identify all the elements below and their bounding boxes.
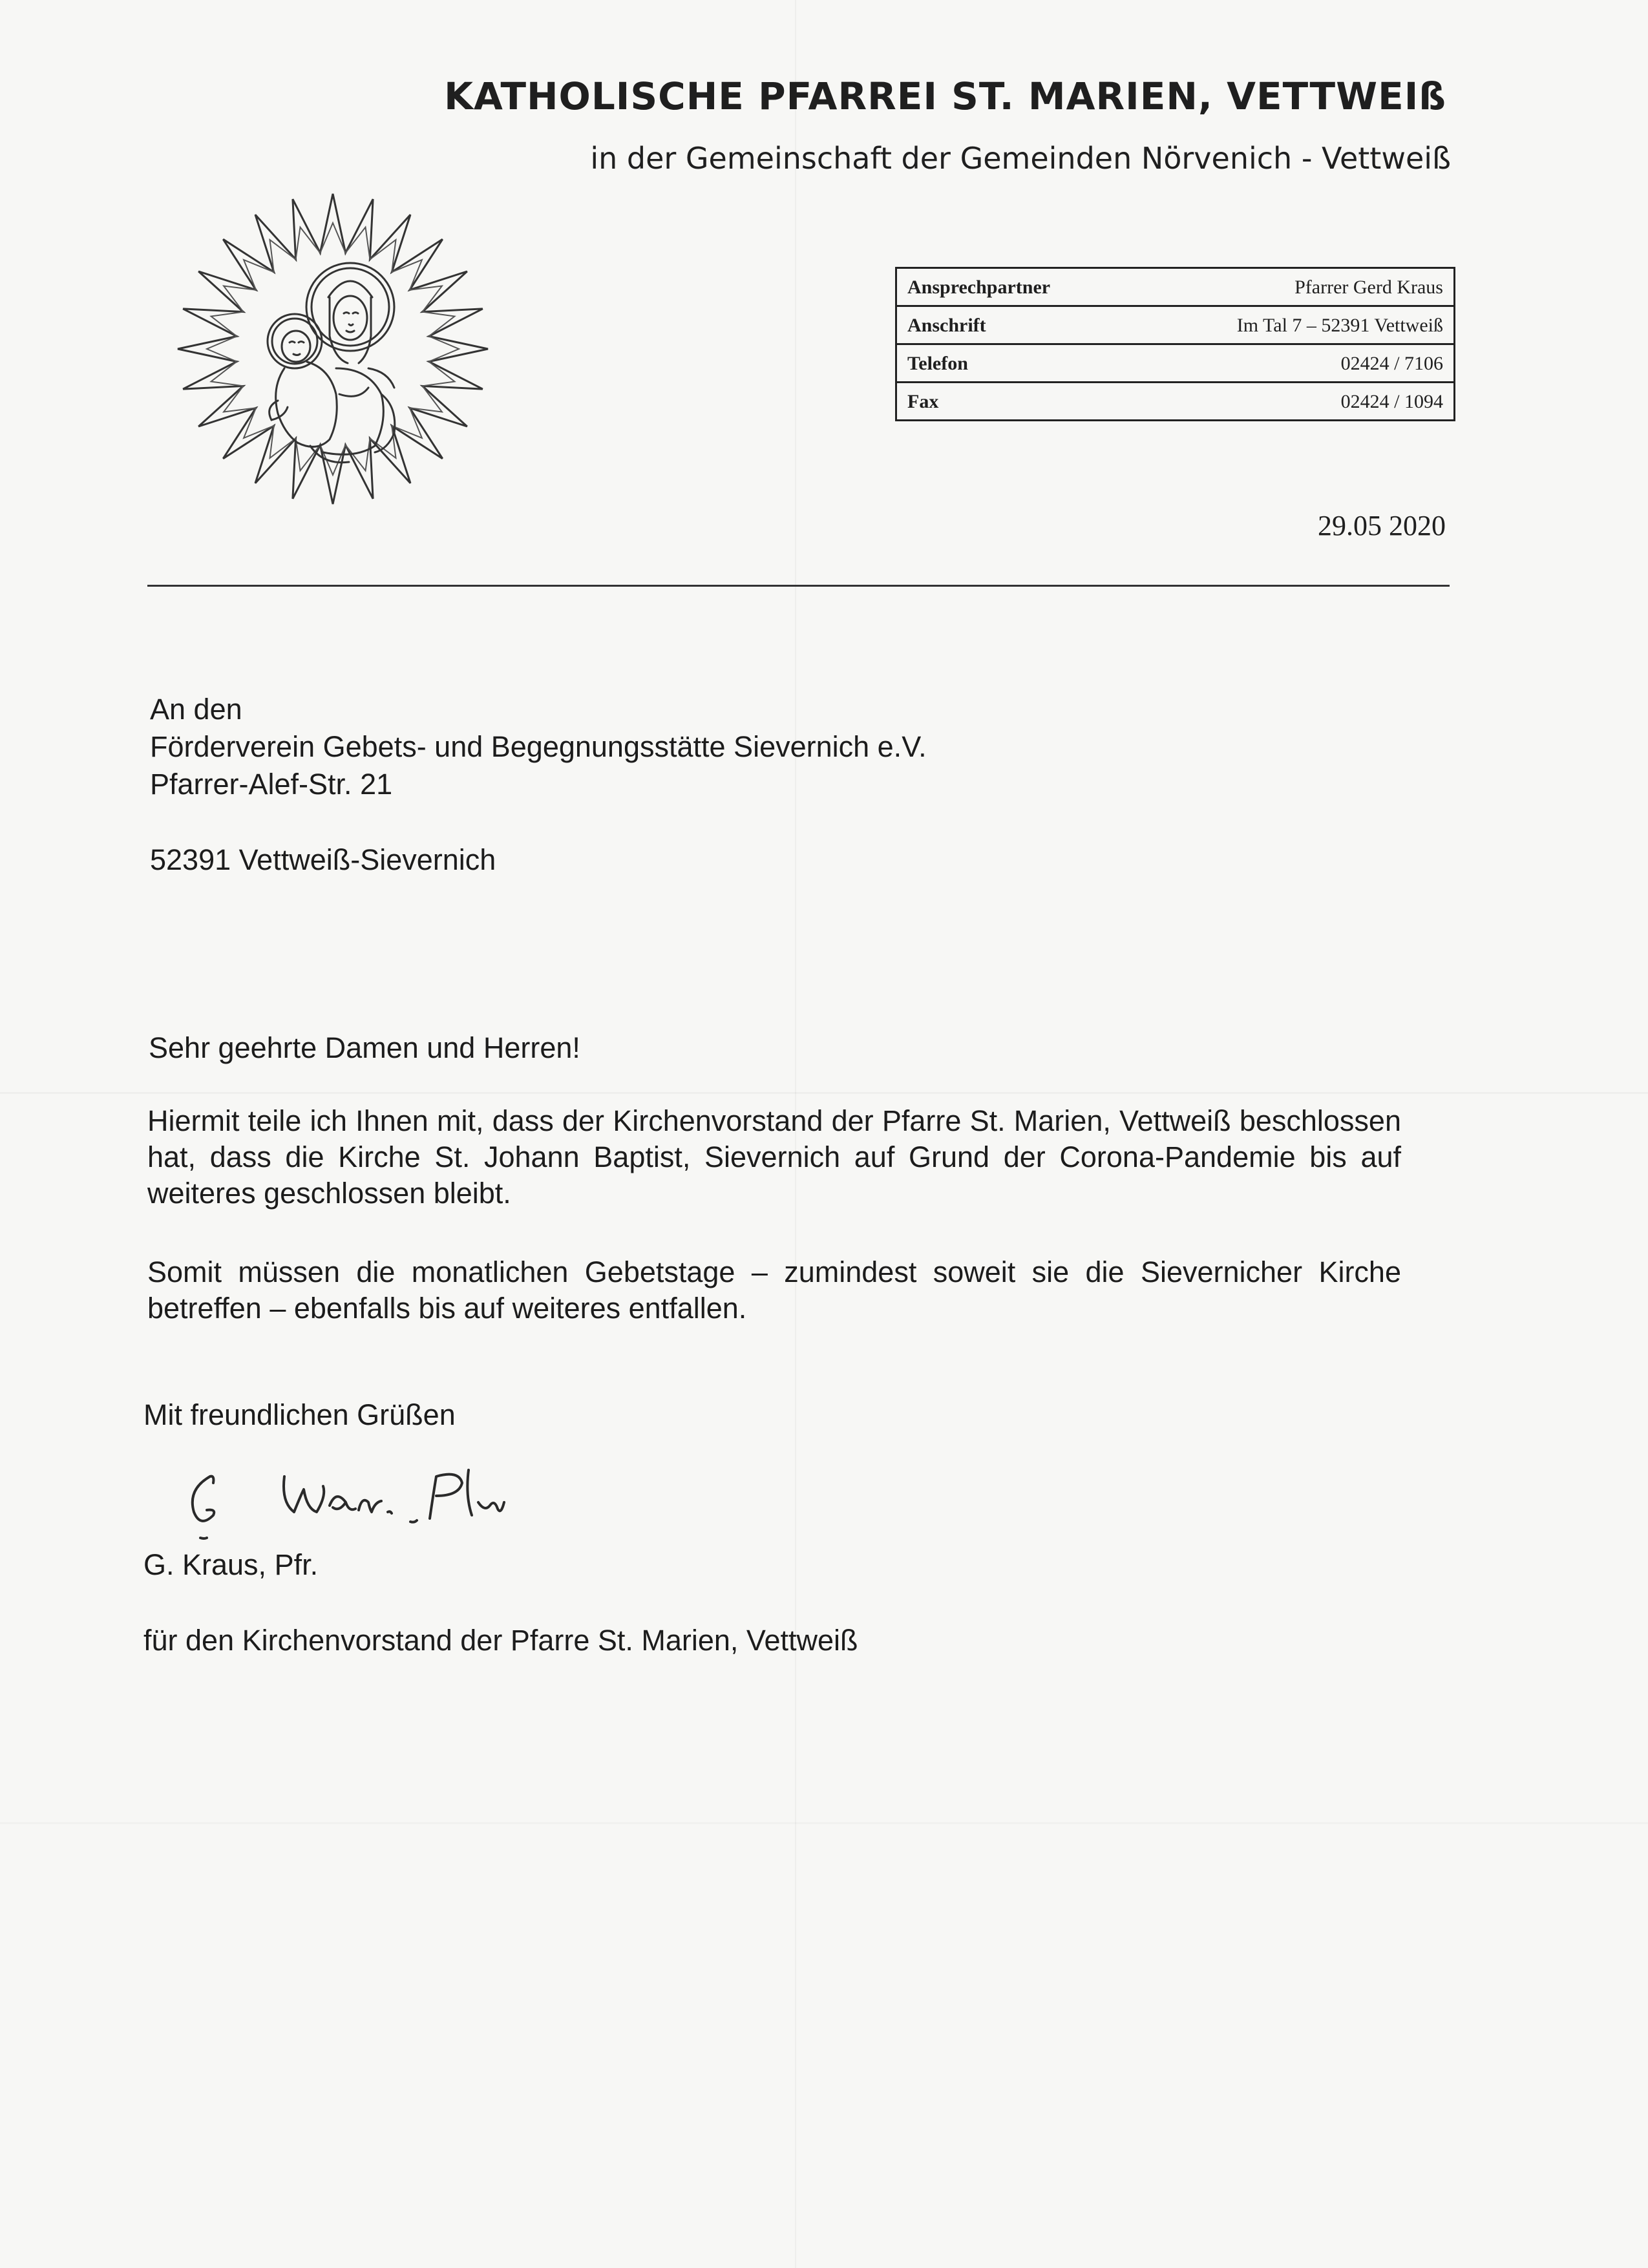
handwritten-signature <box>174 1451 575 1548</box>
body-paragraph-2: Somit müssen die monatlichen Gebetstage – zumindest soweit sie die Sievernicher Kirche betreffen – ebenfalls bis auf weiteres entfallen. <box>147 1255 1401 1325</box>
recipient-line-3: Pfarrer-Alef-Str. 21 <box>150 768 393 801</box>
salutation: Sehr geehrte Damen und Herren! <box>149 1031 580 1064</box>
closing: Mit freundlichen Grüßen <box>143 1398 456 1431</box>
paper-fold-horizontal-lower <box>0 1822 1648 1824</box>
recipient-line-2: Förderverein Gebets- und Begegnungsstätte Sievernich e.V. <box>150 730 927 763</box>
signer-name: G. Kraus, Pfr. <box>143 1548 319 1581</box>
parish-subtitle: in der Gemeinschaft der Gemeinden Nörvenich - Vettweiß <box>590 141 1451 176</box>
on-behalf-line: für den Kirchenvorstand der Pfarre St. Marien, Vettweiß <box>143 1624 858 1657</box>
madonna-and-child-star-icon <box>174 174 491 523</box>
contact-label: Fax <box>896 383 1130 421</box>
body-paragraph-1: Hiermit teile ich Ihnen mit, dass der Kirchenvorstand der Pfarre St. Marien, Vettweiß beschlossen hat, dass die Kirche St. Johann Baptist, Sievernich auf Grund der Corona-Pandemie bis auf weiteres geschlossen bleibt. <box>147 1104 1401 1210</box>
contact-value: 02424 / 1094 <box>1130 383 1455 421</box>
contact-label: Telefon <box>896 344 1130 383</box>
contact-value: Im Tal 7 – 52391 Vettweiß <box>1130 306 1455 344</box>
contact-row <box>896 344 1455 383</box>
recipient-line-1: An den <box>150 693 242 726</box>
contact-row <box>896 306 1455 344</box>
contact-row <box>896 268 1455 306</box>
parish-title: KATHOLISCHE PFARREI ST. MARIEN, VETTWEIß <box>444 74 1446 118</box>
contact-info-table <box>895 267 1455 421</box>
contact-value: 02424 / 7106 <box>1130 344 1455 383</box>
letter-date: 29.05 2020 <box>1318 510 1446 541</box>
recipient-line-4: 52391 Vettweiß-Sievernich <box>150 843 496 876</box>
paper-fold-horizontal <box>0 1092 1648 1094</box>
contact-label: Ansprechpartner <box>896 268 1130 306</box>
contact-value: Pfarrer Gerd Kraus <box>1130 268 1455 306</box>
header-divider <box>147 585 1450 587</box>
contact-label: Anschrift <box>896 306 1130 344</box>
contact-row <box>896 383 1455 421</box>
